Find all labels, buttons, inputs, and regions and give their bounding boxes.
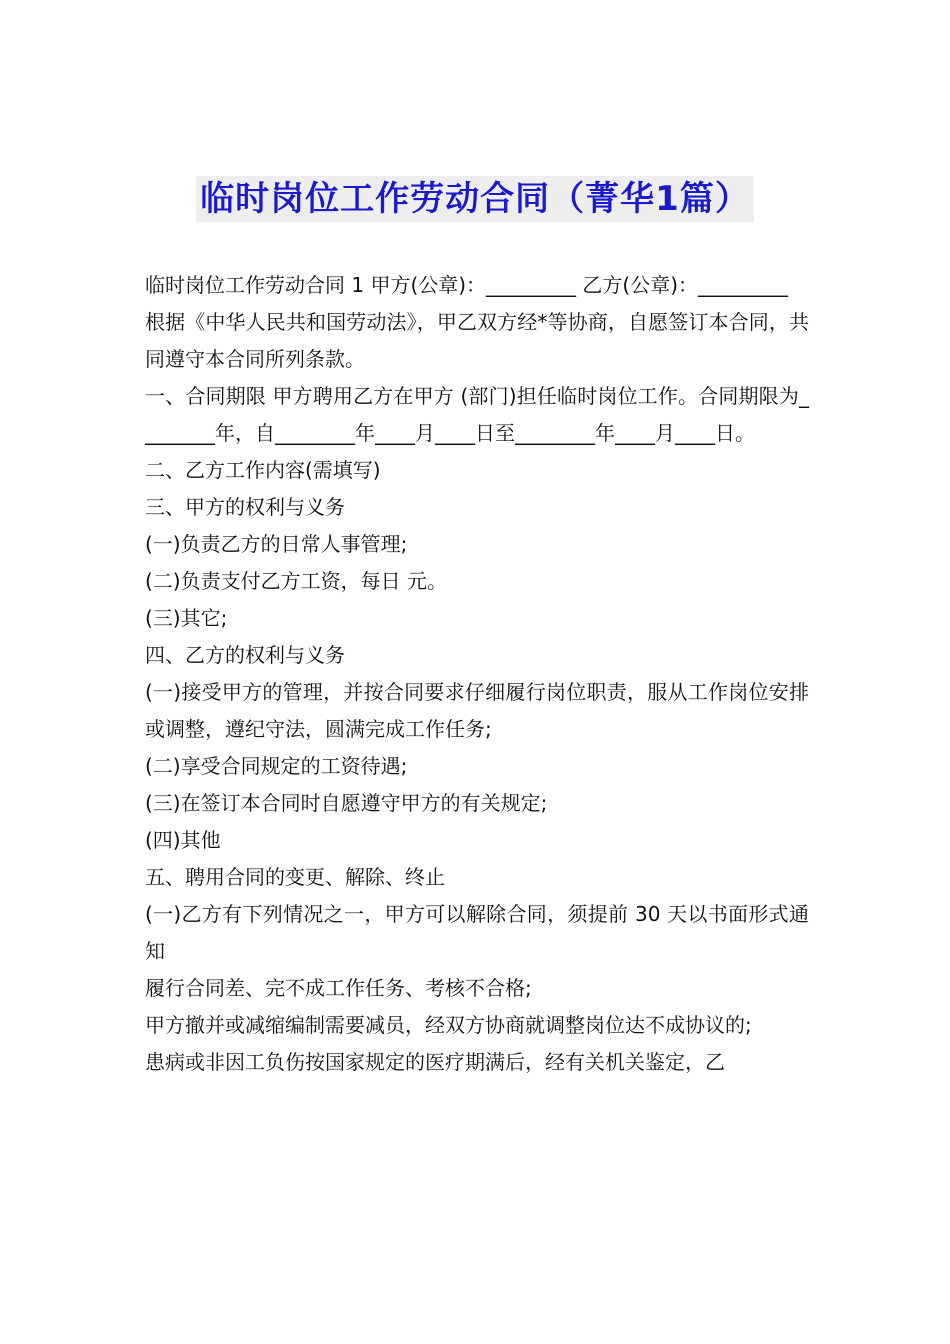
section-heading: 四、乙方的权利与义务 [145,643,345,667]
paragraph-header: 临时岗位工作劳动合同 1 甲方(公章)：_________ 乙方(公章)：_________ [145,273,789,297]
section-heading: 二、乙方工作内容(需填写) [145,458,381,482]
clause-item: 甲方撤并或减缩编制需要减员，经双方协商就调整岗位达不成协议的; [145,1013,752,1037]
paragraph-term: 一、合同期限 甲方聘用乙方在甲方 (部门)担任临时岗位工作。合同期限为________年，自________年____月____日至________年____月____日。 [145,384,809,445]
clause-item: (一)乙方有下列情况之一，甲方可以解除合同，须提前 30 天以书面形式通知 [145,902,809,963]
clause-item: 患病或非因工负伤按国家规定的医疗期满后，经有关机关鉴定，乙 [145,1050,725,1074]
clause-item: (二)享受合同规定的工资待遇; [145,754,408,778]
clause-item: (一)接受甲方的管理，并按合同要求仔细履行岗位职责，服从工作岗位安排或调整，遵纪守法，圆满完成工作任务; [145,680,809,741]
clause-item: (三)其它; [145,606,228,630]
document-title: 临时岗位工作劳动合同（菁华1篇） [196,176,754,222]
document-body [145,267,809,1081]
paragraph-preamble: 根据《中华人民共和国劳动法》，甲乙双方经*等协商，自愿签订本合同，共同遵守本合同所列条款。 [145,310,809,371]
clause-item: (二)负责支付乙方工资，每日 元。 [145,569,447,593]
section-heading: 三、甲方的权利与义务 [145,495,345,519]
clause-item: (一)负责乙方的日常人事管理; [145,532,408,556]
title-container [0,176,950,222]
clause-item: (三)在签订本合同时自愿遵守甲方的有关规定; [145,791,548,815]
clause-item: (四)其他 [145,828,221,852]
clause-item: 履行合同差、完不成工作任务、考核不合格; [145,976,532,1000]
section-heading: 五、聘用合同的变更、解除、终止 [145,865,445,889]
